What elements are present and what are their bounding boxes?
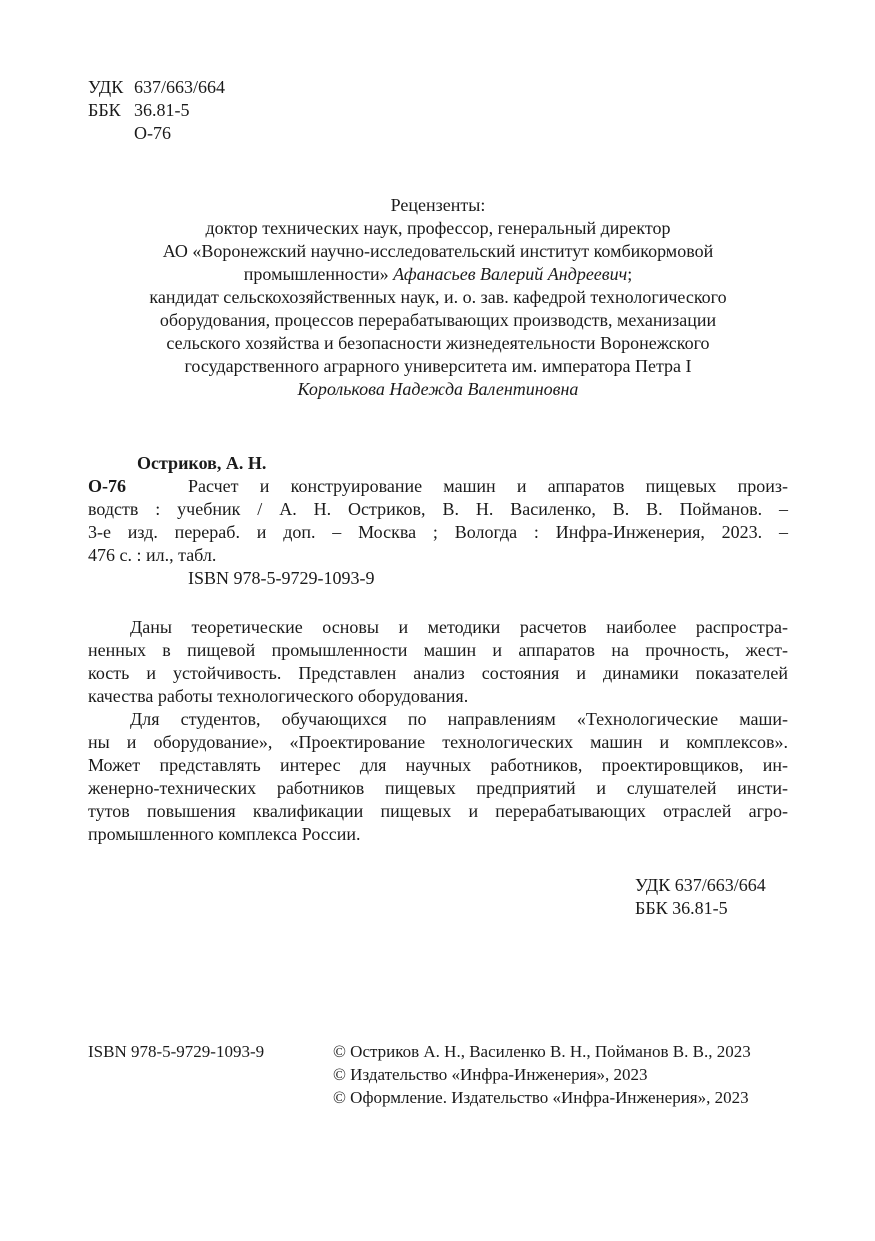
annotation-block	[88, 616, 788, 846]
record-row-1	[88, 475, 788, 498]
bbk-bottom: ББК 36.81-5	[635, 898, 728, 918]
copyright-line: © Издательство «Инфра-Инженерия», 2023	[333, 1065, 648, 1084]
reviewer1-line3	[88, 263, 788, 286]
annotation-line: кость и устойчивость. Представлен анализ состояния и динамики показателей	[88, 663, 788, 683]
udk-bottom: УДК 637/663/664	[635, 875, 766, 895]
annotation-line: тутов повышения квалификации пищевых и перерабатывающих отраслей агро-	[88, 801, 788, 821]
bbk-value: 36.81-5	[134, 100, 190, 120]
reviewer1-line1: доктор технических наук, профессор, генеральный директор	[205, 218, 671, 238]
reviewers-block	[88, 194, 788, 401]
record-author: Остриков, А. Н.	[137, 453, 267, 473]
record-line-1: Расчет и конструирование машин и аппаратов пищевых произ-	[188, 476, 788, 496]
udk-line	[88, 76, 225, 99]
reviewer2-name: Королькова Надежда Валентиновна	[297, 379, 579, 399]
reviewer2-line1: кандидат сельскохозяйственных наук, и. о. зав. кафедрой технологического	[149, 287, 727, 307]
reviewers-heading: Рецензенты:	[390, 195, 486, 215]
annotation-line: Для студентов, обучающихся по направлениям «Технологические маши-	[130, 709, 788, 729]
udk-value: 637/663/664	[134, 77, 226, 97]
annotation-line: ны и оборудование», «Проектирование технологических машин и комплексов».	[88, 732, 788, 752]
bbk-label: ББК	[88, 100, 121, 120]
reviewer2-line3: сельского хозяйства и безопасности жизнедеятельности Воронежского	[166, 333, 710, 353]
reviewer1-line2: АО «Воронежский научно-исследовательский институт комбикормовой	[162, 241, 714, 261]
udk-label: УДК	[88, 77, 124, 97]
record-isbn: ISBN 978-5-9729-1093-9	[188, 568, 375, 588]
reviewer2-line2: оборудования, процессов перерабатывающих производств, механизации	[159, 310, 717, 330]
author-sign: О-76	[134, 123, 171, 143]
classification-codes-top	[88, 76, 225, 145]
annotation-line: промышленного комплекса России.	[88, 824, 361, 844]
record-line-2: водств : учебник / А. Н. Остриков, В. Н. Василенко, В. В. Пойманов. –	[88, 499, 788, 519]
annotation-line: женерно-технических работников пищевых предприятий и слушателей инсти-	[88, 778, 788, 798]
record-line-4: 476 с. : ил., табл.	[88, 545, 217, 565]
annotation-line: качества работы технологического оборудования.	[88, 686, 469, 706]
reviewer2-line4: государственного аграрного университета им. императора Петра I	[184, 356, 692, 376]
copyright-line: © Остриков А. Н., Василенко В. Н., Пойманов В. В., 2023	[333, 1042, 751, 1061]
reviewer1-semicolon: ;	[627, 264, 633, 284]
copyright-block	[333, 1040, 751, 1109]
classification-codes-bottom	[635, 874, 766, 920]
copyright-line: © Оформление. Издательство «Инфра-Инженерия», 2023	[333, 1088, 749, 1107]
bbk-line	[88, 99, 225, 122]
author-sign-line	[88, 122, 225, 145]
bibliographic-record	[88, 452, 788, 590]
footer-isbn: ISBN 978-5-9729-1093-9	[88, 1042, 265, 1061]
reviewer1-org-tail: промышленности»	[243, 264, 394, 284]
record-line-3: 3-е изд. перераб. и доп. – Москва ; Вологда : Инфра-Инженерия, 2023. –	[88, 522, 788, 542]
record-sign: О-76	[88, 476, 126, 496]
annotation-line: Может представлять интерес для научных работников, проектировщиков, ин-	[88, 755, 788, 775]
annotation-line: Даны теоретические основы и методики расчетов наиболее распростра-	[130, 617, 788, 637]
reviewer1-name: Афанасьев Валерий Андреевич	[393, 264, 628, 284]
annotation-line: ненных в пищевой промышленности машин и аппаратов на прочность, жест-	[88, 640, 788, 660]
